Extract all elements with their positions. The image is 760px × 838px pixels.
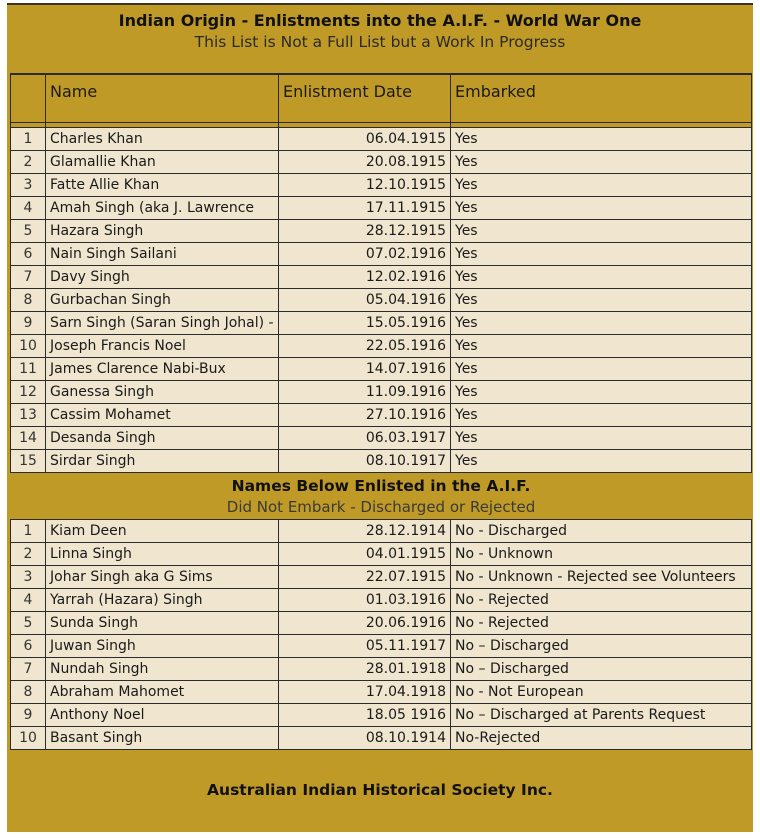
row-number: 1	[11, 519, 46, 542]
row-name: Fatte Allie Khan	[46, 173, 279, 196]
table-row	[11, 196, 752, 219]
row-enlistment-date: 27.10.1916	[279, 403, 451, 426]
row-number: 2	[11, 150, 46, 173]
table-row	[11, 265, 752, 288]
row-embarked-status: No - Unknown - Rejected see Volunteers	[451, 565, 752, 588]
row-embarked-status: Yes	[451, 173, 752, 196]
row-enlistment-date: 08.10.1914	[279, 726, 451, 749]
header-embarked: Embarked	[451, 74, 752, 122]
table-row	[11, 565, 752, 588]
row-number: 6	[11, 242, 46, 265]
header-name: Name	[46, 74, 279, 122]
row-number: 4	[11, 196, 46, 219]
row-number: 5	[11, 219, 46, 242]
row-name: Joseph Francis Noel	[46, 334, 279, 357]
row-number: 8	[11, 680, 46, 703]
row-embarked-status: Yes	[451, 380, 752, 403]
enlistment-table	[10, 73, 752, 750]
row-name: Johar Singh aka G Sims	[46, 565, 279, 588]
table-row	[11, 680, 752, 703]
table-row	[11, 542, 752, 565]
row-embarked-status: No - Discharged	[451, 519, 752, 542]
footer-society-name: Australian Indian Historical Society Inc.	[207, 781, 553, 799]
row-number: 2	[11, 542, 46, 565]
table-row	[11, 588, 752, 611]
row-number: 4	[11, 588, 46, 611]
row-name: Sarn Singh (Saran Singh Johal) -	[46, 311, 279, 334]
row-number: 3	[11, 565, 46, 588]
row-number: 7	[11, 265, 46, 288]
row-number: 12	[11, 380, 46, 403]
row-number: 15	[11, 449, 46, 472]
row-embarked-status: Yes	[451, 219, 752, 242]
row-embarked-status: No – Discharged at Parents Request	[451, 703, 752, 726]
row-enlistment-date: 17.11.1915	[279, 196, 451, 219]
row-number: 9	[11, 311, 46, 334]
row-name: Sirdar Singh	[46, 449, 279, 472]
row-number: 7	[11, 657, 46, 680]
row-number: 13	[11, 403, 46, 426]
row-name: Basant Singh	[46, 726, 279, 749]
row-embarked-status: No – Discharged	[451, 657, 752, 680]
row-enlistment-date: 08.10.1917	[279, 449, 451, 472]
row-name: Gurbachan Singh	[46, 288, 279, 311]
row-name: Sunda Singh	[46, 611, 279, 634]
row-embarked-status: Yes	[451, 265, 752, 288]
row-enlistment-date: 18.05 1916	[279, 703, 451, 726]
row-enlistment-date: 01.03.1916	[279, 588, 451, 611]
table-row	[11, 519, 752, 542]
row-name: Kiam Deen	[46, 519, 279, 542]
row-embarked-status: Yes	[451, 449, 752, 472]
table-row	[11, 311, 752, 334]
row-enlistment-date: 06.03.1917	[279, 426, 451, 449]
row-number: 8	[11, 288, 46, 311]
row-embarked-status: No-Rejected	[451, 726, 752, 749]
row-enlistment-date: 17.04.1918	[279, 680, 451, 703]
row-enlistment-date: 04.01.1915	[279, 542, 451, 565]
row-enlistment-date: 12.02.1916	[279, 265, 451, 288]
row-enlistment-date: 15.05.1916	[279, 311, 451, 334]
row-name: Charles Khan	[46, 127, 279, 150]
row-embarked-status: No - Not European	[451, 680, 752, 703]
row-embarked-status: Yes	[451, 357, 752, 380]
row-name: Juwan Singh	[46, 634, 279, 657]
row-enlistment-date: 12.10.1915	[279, 173, 451, 196]
table-row	[11, 403, 752, 426]
row-name: Amah Singh (aka J. Lawrence	[46, 196, 279, 219]
row-embarked-status: No – Discharged	[451, 634, 752, 657]
row-name: Nain Singh Sailani	[46, 242, 279, 265]
table-row	[11, 634, 752, 657]
row-number: 1	[11, 127, 46, 150]
row-name: James Clarence Nabi-Bux	[46, 357, 279, 380]
row-name: Anthony Noel	[46, 703, 279, 726]
header-enlistment-date: Enlistment Date	[279, 74, 451, 122]
page-title: Indian Origin - Enlistments into the A.I.F. - World War One	[118, 11, 642, 30]
row-enlistment-date: 11.09.1916	[279, 380, 451, 403]
row-name: Desanda Singh	[46, 426, 279, 449]
table-row	[11, 219, 752, 242]
row-embarked-status: Yes	[451, 127, 752, 150]
row-enlistment-date: 07.02.1916	[279, 242, 451, 265]
row-name: Ganessa Singh	[46, 380, 279, 403]
row-enlistment-date: 22.05.1916	[279, 334, 451, 357]
row-embarked-status: Yes	[451, 196, 752, 219]
row-number: 10	[11, 334, 46, 357]
title-block	[7, 3, 753, 73]
table-header-row	[11, 74, 752, 122]
row-enlistment-date: 14.07.1916	[279, 357, 451, 380]
row-embarked-status: Yes	[451, 150, 752, 173]
table-row	[11, 127, 752, 150]
row-number: 10	[11, 726, 46, 749]
section-heading	[11, 472, 752, 519]
row-name: Yarrah (Hazara) Singh	[46, 588, 279, 611]
row-number: 5	[11, 611, 46, 634]
document-frame	[7, 3, 753, 832]
row-name: Abraham Mahomet	[46, 680, 279, 703]
row-embarked-status: Yes	[451, 288, 752, 311]
row-name: Hazara Singh	[46, 219, 279, 242]
row-embarked-status: No - Rejected	[451, 588, 752, 611]
row-enlistment-date: 05.04.1916	[279, 288, 451, 311]
table-row	[11, 426, 752, 449]
table-row	[11, 242, 752, 265]
row-enlistment-date: 06.04.1915	[279, 127, 451, 150]
row-number: 9	[11, 703, 46, 726]
row-enlistment-date: 28.01.1918	[279, 657, 451, 680]
row-enlistment-date: 28.12.1915	[279, 219, 451, 242]
row-number: 6	[11, 634, 46, 657]
header-number	[11, 74, 46, 122]
section-title: Names Below Enlisted in the A.I.F.	[231, 476, 531, 495]
table-row	[11, 334, 752, 357]
row-enlistment-date: 28.12.1914	[279, 519, 451, 542]
page-subtitle: This List is Not a Full List but a Work In Progress	[194, 33, 566, 51]
table-row	[11, 703, 752, 726]
row-embarked-status: Yes	[451, 403, 752, 426]
row-embarked-status: Yes	[451, 242, 752, 265]
row-name: Linna Singh	[46, 542, 279, 565]
row-name: Nundah Singh	[46, 657, 279, 680]
table-row	[11, 611, 752, 634]
table-row	[11, 357, 752, 380]
row-enlistment-date: 22.07.1915	[279, 565, 451, 588]
row-embarked-status: Yes	[451, 311, 752, 334]
row-embarked-status: No - Rejected	[451, 611, 752, 634]
table-row	[11, 173, 752, 196]
row-enlistment-date: 05.11.1917	[279, 634, 451, 657]
row-number: 11	[11, 357, 46, 380]
section-heading-row	[11, 472, 752, 519]
table-row	[11, 288, 752, 311]
row-enlistment-date: 20.06.1916	[279, 611, 451, 634]
row-embarked-status: No - Unknown	[451, 542, 752, 565]
table-row	[11, 449, 752, 472]
section-subtitle: Did Not Embark - Discharged or Rejected	[226, 497, 536, 516]
row-number: 14	[11, 426, 46, 449]
table-row	[11, 150, 752, 173]
table-row	[11, 657, 752, 680]
table-row	[11, 380, 752, 403]
row-name: Cassim Mohamet	[46, 403, 279, 426]
row-name: Glamallie Khan	[46, 150, 279, 173]
row-embarked-status: Yes	[451, 334, 752, 357]
row-number: 3	[11, 173, 46, 196]
row-enlistment-date: 20.08.1915	[279, 150, 451, 173]
table-row	[11, 726, 752, 749]
row-name: Davy Singh	[46, 265, 279, 288]
row-embarked-status: Yes	[451, 426, 752, 449]
